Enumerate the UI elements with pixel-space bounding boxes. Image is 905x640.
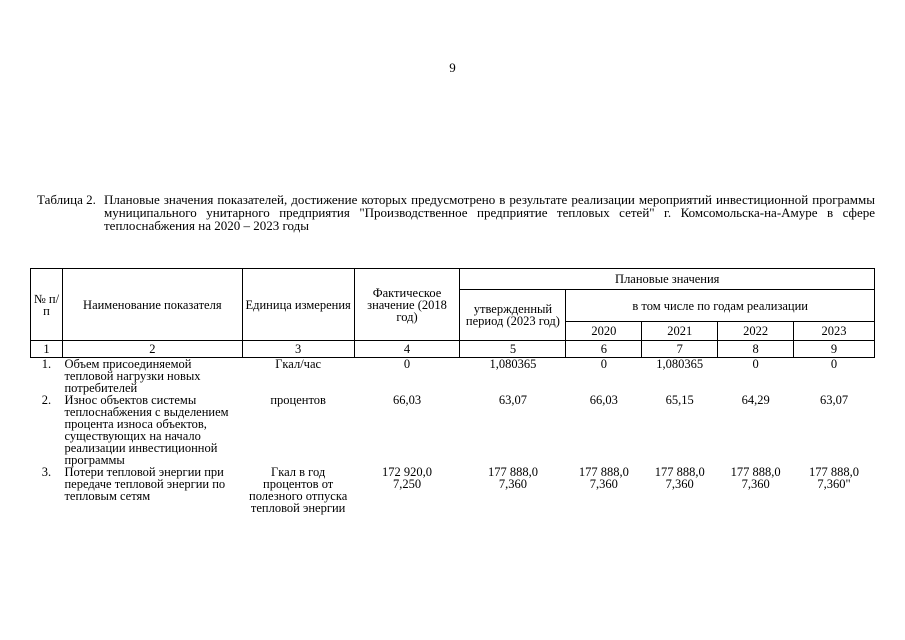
header-year-2020: 2020 (566, 322, 642, 341)
caption-text: Плановые значения показателей, достижение которых предусмотрено в результате реализации мероприятий инвестиционной программы муниципального унитарного предприятия "Производственное предприятие тепловых сетей" г. Комсомольска-на-Амуре в сфере теплоснабжения на 2020 – 2023 годы (104, 192, 875, 233)
column-number: 2 (62, 341, 242, 358)
column-number: 7 (642, 341, 718, 358)
page-number: 9 (449, 60, 456, 75)
value-2020: 177 888,0 (578, 465, 629, 479)
value-2021: 1,080365 (656, 357, 704, 371)
header-name: Наименование показателя (62, 269, 242, 341)
column-number: 5 (460, 341, 566, 358)
approved-value: 1,080365 (489, 357, 537, 371)
actual-value: 7,250 (392, 477, 422, 491)
value-2023: 7,360" (817, 477, 851, 491)
table-caption (37, 193, 875, 232)
value-2022: 0 (752, 357, 759, 371)
column-number: 9 (794, 341, 875, 358)
header-actual: Фактическое значение (2018 год) (354, 269, 460, 341)
actual-value: 0 (403, 357, 411, 371)
unit-cell: процентов (270, 393, 326, 407)
actual-value: 66,03 (392, 393, 422, 407)
value-2021: 177 888,0 (654, 465, 705, 479)
indicator-name: Объем присоединяемой тепловой нагрузки новых потребителей (64, 357, 201, 395)
column-number: 6 (566, 341, 642, 358)
header-planned: Плановые значения (460, 269, 875, 290)
approved-value: 7,360 (498, 477, 527, 491)
approved-value: 177 888,0 (487, 465, 538, 479)
value-2022: 7,360 (741, 477, 770, 491)
column-number: 1 (31, 341, 63, 358)
header-year-2022: 2022 (718, 322, 794, 341)
value-2023: 0 (830, 357, 838, 371)
indicators-table (30, 268, 875, 514)
header-year-2023: 2023 (794, 322, 875, 341)
unit-cell: Гкал/час (275, 357, 322, 371)
value-2020: 7,360 (589, 477, 618, 491)
header-unit: Единица измерения (242, 269, 354, 341)
value-2022: 64,29 (741, 393, 770, 407)
column-number: 3 (242, 341, 354, 358)
header-approved: утвержденный период (2023 год) (460, 290, 566, 341)
value-2020: 66,03 (589, 393, 618, 407)
table-row (31, 394, 875, 466)
row-number: 3. (41, 465, 52, 479)
header-year-2021: 2021 (642, 322, 718, 341)
actual-value: 172 920,0 (382, 465, 433, 479)
value-2023: 63,07 (819, 393, 849, 407)
value-2020: 0 (600, 357, 607, 371)
caption-label: Таблица 2. (37, 192, 96, 207)
approved-value: 63,07 (498, 393, 527, 407)
value-2021: 65,15 (665, 393, 694, 407)
value-2021: 7,360 (665, 477, 694, 491)
header-by-years: в том числе по годам реализации (566, 290, 875, 322)
indicator-name: Потери тепловой энергии при передаче тепловой энергии по тепловым сетям (64, 465, 226, 503)
unit-cell: Гкал в год (271, 465, 326, 479)
row-number: 2. (41, 393, 52, 407)
unit-cell: процентов от полезного отпуска тепловой энергии (249, 477, 348, 515)
value-2022: 177 888,0 (730, 465, 781, 479)
column-number: 4 (354, 341, 460, 358)
indicator-name: Износ объектов системы теплоснабжения с выделением процента износа объектов, существующих на начало реализации инвестиционной программы (64, 393, 229, 467)
row-number: 1. (41, 357, 52, 371)
header-num: № п/п (31, 269, 63, 341)
column-number: 8 (718, 341, 794, 358)
value-2023: 177 888,0 (809, 465, 860, 479)
table-row (31, 358, 875, 395)
